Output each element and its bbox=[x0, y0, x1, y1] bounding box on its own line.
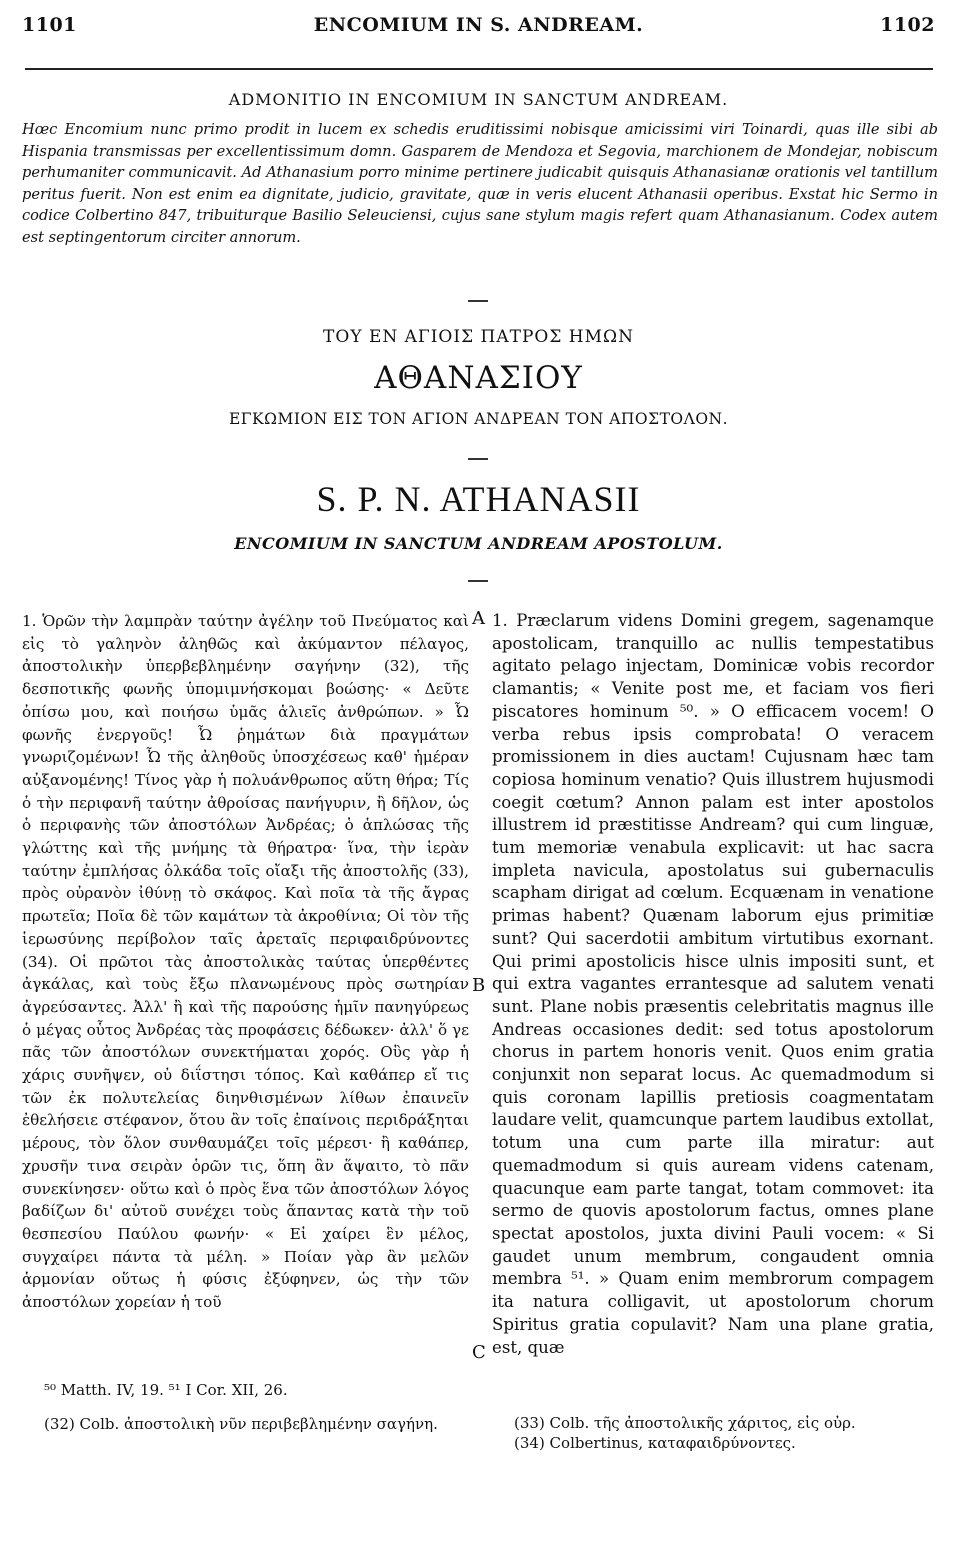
footnote-right-33: (33) Colb. τῆς ἀποστολικῆς χάριτος, εἰς οὐρ. bbox=[514, 1414, 856, 1432]
scripture-footnotes: ⁵⁰ Matth. IV, 19. ⁵¹ I Cor. XII, 26. bbox=[44, 1381, 288, 1399]
greek-text-column: 1. Ὁρῶν τὴν λαμπρὰν ταύτην ἀγέλην τοῦ Πνεύματος καὶ εἰς τὸ γαληνὸν ἀληθῶς καὶ ἀκύμαντον πέλαγος, ἀποστολικὴν ὑπερβεβλημένην σαγήνην (32), τῆς δεσποτικῆς φωνῆς ὑπομιμνήσκομαι βοώσης· « Δεῦτε ὀπίσω μου, καὶ ποιήσω ὑμᾶς ἁλιεῖς ἀνθρώπων. » Ὦ φωνῆς ἐνεργοῦς! Ὦ ῥημάτων διὰ πραγμάτων γνωριζομένων! Ὦ τῆς ἀληθοῦς ὑποσχέσεως καθ' ἡμέραν αὐξανομένης! Τίνος γὰρ ἡ πολυάνθρωπος αὕτη θήρα; Τίς ὁ τὴν περιφανῆ ταύτην ἀθροίσας πανήγυριν, ἢ δῆλον, ὡς ὁ περιφανὴς τῶν ἀποστόλων Ἀνδρέας; ὁ ἁπλώσας τῆς γλώττης καὶ τῆς μνήμης τὰ θήρατρα· ἵνα, τὴν ἱερὰν ταύτην ἐμπλήσας ὁλκάδα τοῖς οἴαξι τῆς ἀποστολῆς (33), πρὸς οὐρανὸν ἰθύνῃ τὸ σκάφος. Καὶ ποῖα τὰ τῆς ἄγρας πρωτεῖα; Ποῖα δὲ τῶν καμάτων τὰ ἀκροθίνια; Οἱ τὸν τῆς ἱερωσύνης περίβολον ταῖς ἀρεταῖς περιφαιδρύνοντες (34). Οἱ πρῶτοι τὰς ἀποστολικὰς ταύτας ὑπερθέντες ἀγκάλας, καὶ τοὺς ἔξω πλανωμένους πρὸς σωτηρίαν ἀγρεύσαντες. Ἀλλ' ἢ καὶ τῆς παρούσης ἡμῖν πανηγύρεως ὁ μέγας οὗτος Ἀνδρέας τὰς προφάσεις δέδωκεν· ἀλλ' ὅ γε πᾶς τῶν ἀποστόλων συνεκτήμαται χορός. Οὓς γὰρ ἡ χάρις συνῆψεν, οὐ διΐστησι τόπος. Καὶ καθάπερ εἴ τις τῶν ἐκ πολυτελείας διηνθισμένων λίθων ἐπαινεῖν ἐθελήσειε στέφανον, ὅτου ἂν τοῖς ἐπαίνοις περιδράξηται μέρους, τὸν ὅλον συνθαυμάζει τοῖς μέρεσι· ἢ καθάπερ, χρυσῆν τινα σειρὰν ὁρῶν τις, ὅπη ἂν ἅψαιτο, τὸ πᾶν συνεκίνησεν· οὕτω καὶ ὁ πρὸς ἕνα τῶν ἀποστόλων λόγος βαδίζων δι' αὐτοῦ συνέχει τοὺς ἅπαντας κατὰ τὴν τοῦ θεσπεσίου Παύλου φωνήν· « Εἰ χαίρει ἓν μέλος, συγχαίρει πάντα τὰ μέλη. » Ποίαν γὰρ ἂν μελῶν ἁρμονίαν οὕτως ἡ φύσις ἐξύφηνεν, ὡς τὴν τῶν ἀποστόλων χορείαν ἡ τοῦ bbox=[22, 612, 469, 1312]
greek-heading-line3: ΕΓΚΩΜΙΟΝ ΕΙΣ ΤΟΝ ΑΓΙΟΝ ΑΝΔΡΕΑΝ ΤΟΝ ΑΠΟΣΤΟΛΟΝ. bbox=[228, 410, 729, 428]
footnote-right-34: (34) Colbertinus, καταφαιδρύνοντες. bbox=[514, 1434, 796, 1452]
footnote-left: (32) Colb. ἀποστολικὴ νῦν περιβεβλημένην σαγήνη. bbox=[44, 1415, 438, 1433]
latin-text-column: 1. Præclarum videns Domini gregem, sagenamque apostolicam, tranquillo ac nullis tempestatibus agitato pelago injectam, Dominicæ vobis recordor clamantis; « Venite post me, et faciam vos fieri piscatores hominum ⁵⁰. » O efficacem vocem! O verba rebus ipsis comprobata! O veracem promissionem in dies auctam! Cujusnam hæc tam copiosa hominum venatio? Quis illustrem hujusmodi coegit cœtum? Annon palam est inter apostolos illustrem id præstitisse Andream? qui cum linguæ, tum memoriæ venabula explicavit: ut hac sacra impleta navicula, apostolatus sui gubernaculis scapham dirigat ad cœlum. Ecquænam in venatione primas habent? Quænam laborum ejus primitiæ sunt? Qui sacerdotii ambitum virtutibus exornant. Qui primi apostolicis hisce ulnis impositi sunt, et qui extra vagantes errantesque ad salutem venati sunt. Plane nobis præsentis celebritatis magnus ille Andreas occasiones dedit: sed totus apostolorum chorus in partem honoris venit. Quos enim gratia conjunxit non separat locus. Ac quemadmodum si quis coronam lapillis pretiosis coagmentatam laudare velit, quamcunque partem laudibus extollat, totum una cum parte illa miratur: aut quemadmodum si quis auream videns catenam, quacunque eam parte tangat, totam commovet: ita sermo de quovis apostolorum factus, omnes plane spectat apostolos, juxta divini Pauli vocem: « Si gaudet unum membrum, congaudent omnia membra ⁵¹. » Quam enim membrorum compagem ita natura colligavit, ut apostolorum chorum Spiritus gratia copulavit? Nam una plane gratia, est, quæ bbox=[492, 611, 934, 1357]
margin-marker-a: A bbox=[472, 608, 485, 629]
greek-heading-name: ΑΘΑΝΑΣΙΟΥ bbox=[374, 360, 583, 396]
margin-marker-c: C bbox=[472, 1342, 486, 1363]
header-rule bbox=[25, 68, 933, 70]
page-number-left: 1101 bbox=[22, 14, 77, 36]
separator-dash bbox=[468, 580, 488, 582]
separator-dash bbox=[468, 458, 488, 460]
latin-heading-name: S. P. N. ATHANASII bbox=[316, 479, 641, 519]
page-number-right: 1102 bbox=[880, 14, 935, 36]
admonitio-title: ADMONITIO IN ENCOMIUM IN SANCTUM ANDREAM. bbox=[228, 90, 729, 109]
running-title: ENCOMIUM IN S. ANDREAM. bbox=[313, 14, 644, 36]
latin-heading-subtitle: ENCOMIUM IN SANCTUM ANDREAM APOSTOLUM. bbox=[234, 534, 723, 553]
separator-dash bbox=[468, 300, 488, 302]
greek-heading-line1: ΤΟΥ ΕΝ ΑΓΙΟΙΣ ΠΑΤΡΟΣ ΗΜΩΝ bbox=[323, 327, 634, 347]
margin-marker-b: B bbox=[472, 975, 486, 996]
admonitio-body: Hœc Encomium nunc primo prodit in lucem ex schedis eruditissimi nobisque amicissimi viri Toinardi, quas ille sibi ab Hispania transmissas per excellentissimum domn. Gasparem de Mendoza et Segovia, marchionem de Mondejar, nobiscum perhumaniter communicavit. Ad Athanasium porro minime pertinere judicabit quisquis Athanasianæ orationis vel tantillum peritus fuerit. Non est enim ea dignitate, judicio, gravitate, quæ in veris elucent Athanasii operibus. Exstat hic Sermo in codice Colbertino 847, tribuiturque Basilio Seleuciensi, cujus sane stylum magis refert quam Athanasianum. Codex autem est septingentorum circiter annorum. bbox=[22, 121, 938, 246]
